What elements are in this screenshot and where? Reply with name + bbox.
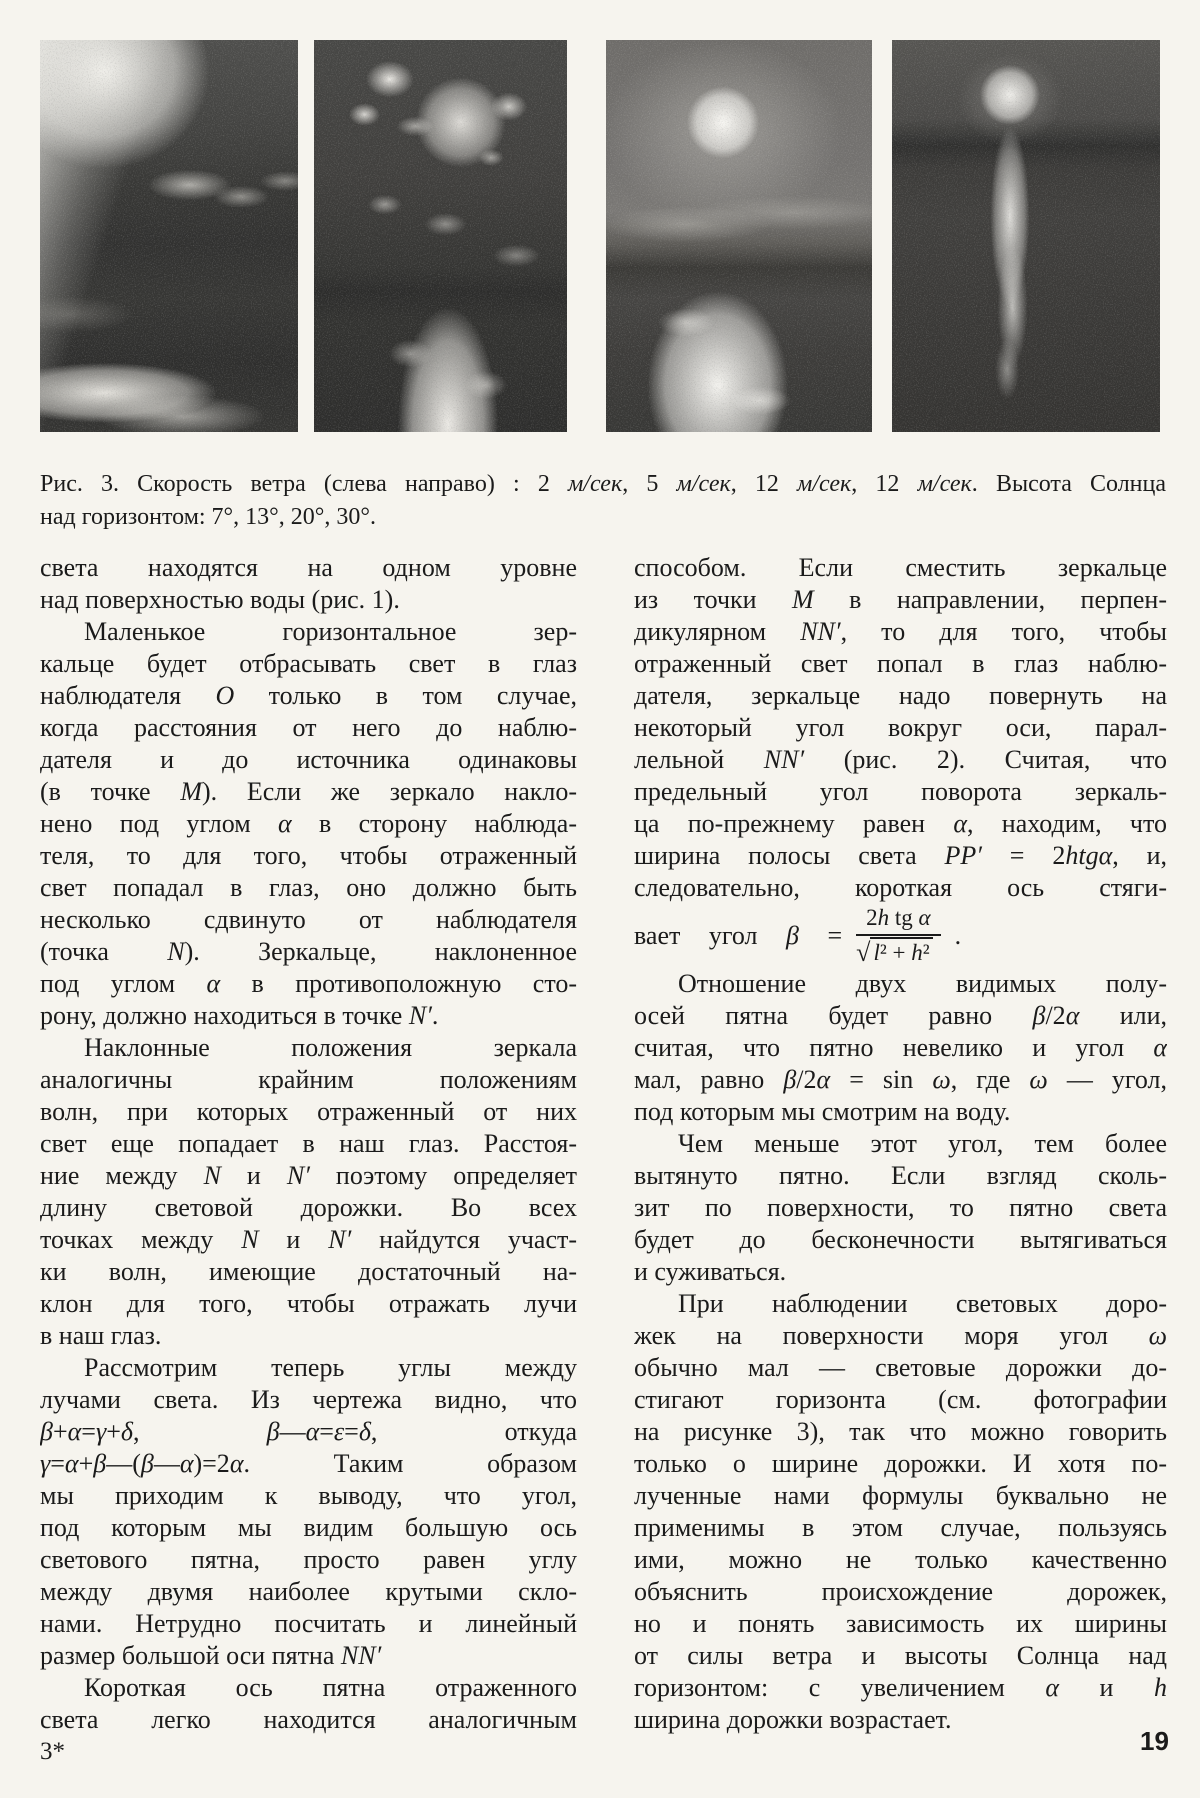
text-line: нено под углом α в сторону наблюда- <box>40 809 577 838</box>
text-line: Чем меньше этот угол, тем более <box>678 1129 1167 1158</box>
text-line: горизонтом: с увеличением α и h <box>634 1673 1167 1702</box>
text-line: на рисунке 3), так что можно говорить <box>634 1417 1167 1446</box>
figure-caption <box>40 468 1166 534</box>
text-column-left <box>40 552 577 1736</box>
fraction: $\frac{\text{2h tg α}}{\text{√ l² + h²}}$ <box>856 904 940 968</box>
text-line: Рассмотрим теперь углы между <box>84 1353 577 1382</box>
text-line: несколько сдвинуто от наблюдателя <box>40 905 577 934</box>
text-line: над поверхностью воды (рис. 1). <box>40 585 400 614</box>
text-line: лельной NN′ (рис. 2). Считая, что <box>634 745 1167 774</box>
text-line: Наклонные положения зеркала <box>84 1033 577 1062</box>
text-line: некоторый угол вокруг оси, парал- <box>634 713 1167 742</box>
text-line: светового пятна, просто равен углу <box>40 1545 577 1574</box>
text-line: (в точке M). Если же зеркало накло- <box>40 777 577 806</box>
text-line: осей пятна будет равно β/2α или, <box>634 1001 1167 1030</box>
text-line: β+α=γ+δ, β—α=ε=δ, откуда <box>40 1417 577 1446</box>
text-line: когда расстояния от него до наблю- <box>40 713 577 742</box>
text-line: мы приходим к выводу, что угол, <box>40 1481 577 1510</box>
text-line: света находятся на одном уровне <box>40 553 577 582</box>
text-line: ширина дорожки возрастает. <box>634 1705 952 1734</box>
formula-line: вает угол β = $\frac{\text{2h tg α}}{\text{√ l² + h²}}$ . <box>634 905 962 967</box>
caption-line: над горизонтом: 7°, 13°, 20°, 30°. <box>40 504 376 530</box>
text-line: следовательно, короткая ось стяги- <box>634 873 1167 902</box>
text-line: мал, равно β/2α = sin ω, где ω — угол, <box>634 1065 1167 1094</box>
section-footnote-mark: 3* <box>40 1738 65 1765</box>
text-line: из точки M в направлении, перпен- <box>634 585 1167 614</box>
text-line: жек на поверхности моря угол ω <box>634 1321 1167 1350</box>
photo-sea-wind-12ms-sun-30deg <box>892 40 1160 432</box>
text-column-right <box>634 552 1167 1736</box>
text-line: ки волн, имеющие достаточный на- <box>40 1257 577 1286</box>
text-line: под которым мы смотрим на воду. <box>634 1097 1011 1126</box>
page-number: 19 <box>1140 1726 1169 1756</box>
text-line: под углом α в противоположную сто- <box>40 969 577 998</box>
text-line: ца по-прежнему равен α, находим, что <box>634 809 1167 838</box>
text-line: рону, должно находиться в точке N′. <box>40 1001 439 1030</box>
text-line: точках между N и N′ найдутся участ- <box>40 1225 577 1254</box>
photo-sea-wind-12ms-sun-20deg <box>606 40 872 432</box>
text-line: будет до бесконечности вытягиваться <box>634 1225 1167 1254</box>
text-line: Отношение двух видимых полу- <box>678 969 1167 998</box>
text-line: нами. Нетрудно посчитать и линейный <box>40 1609 577 1638</box>
text-line: дикулярном NN′, то для того, чтобы <box>634 617 1167 646</box>
text-line: ими, можно не только качественно <box>634 1545 1167 1574</box>
text-line: γ=α+β—(β—α)=2α. Таким образом <box>40 1449 577 1478</box>
text-line: от силы ветра и высоты Солнца над <box>634 1641 1167 1670</box>
text-line: только о ширине дорожки. И хотя по- <box>634 1449 1167 1478</box>
film-grain-overlay <box>606 40 872 432</box>
text-line: ширина полосы света PP′ = 2htgα, и, <box>634 841 1167 870</box>
caption-line: Рис. 3. Скорость ветра (слева направо) : 2 м/сек, 5 м/сек, 12 м/сек, 12 м/сек. Высота Солнца <box>40 471 1166 497</box>
text-line: под которым мы видим большую ось <box>40 1513 577 1542</box>
text-line: объяснить происхождение дорожек, <box>634 1577 1167 1606</box>
text-line: клон для того, чтобы отражать лучи <box>40 1289 577 1318</box>
figure-photos <box>40 40 1160 432</box>
text-line: но и понять зависимость их ширины <box>634 1609 1167 1638</box>
text-line: Короткая ось пятна отраженного <box>84 1673 577 1702</box>
text-line: света легко находится аналогичным <box>40 1705 577 1734</box>
text-line: между двумя наиболее крутыми скло- <box>40 1577 577 1606</box>
text-line: наблюдателя O только в том случае, <box>40 681 577 710</box>
text-line: кальце будет отбрасывать свет в глаз <box>40 649 577 678</box>
text-line: лучами света. Из чертежа видно, что <box>40 1385 577 1414</box>
text-line: зит по поверхности, то пятно света <box>634 1193 1167 1222</box>
film-grain-overlay <box>40 40 298 432</box>
photo-sea-wind-2ms <box>40 40 298 432</box>
text-line: вытянуто пятно. Если взгляд сколь- <box>634 1161 1167 1190</box>
text-line: теля, то для того, чтобы отраженный <box>40 841 577 870</box>
text-line: ние между N и N′ поэтому определяет <box>40 1161 577 1190</box>
text-line: отраженный свет попал в глаз наблю- <box>634 649 1167 678</box>
text-line: (точка N). Зеркальце, наклоненное <box>40 937 577 966</box>
text-line: применимы в этом случае, пользуясь <box>634 1513 1167 1542</box>
text-line: При наблюдении световых доро- <box>678 1289 1167 1318</box>
text-line: длину световой дорожки. Во всех <box>40 1193 577 1222</box>
text-line: в наш глаз. <box>40 1321 162 1350</box>
photo-sea-wind-5ms <box>314 40 567 432</box>
text-line: дателя и до источника одинаковы <box>40 745 577 774</box>
text-line: обычно мал — световые дорожки до- <box>634 1353 1167 1382</box>
film-grain-overlay <box>892 40 1160 432</box>
text-line: аналогичны крайним положениям <box>40 1065 577 1094</box>
text-line: и суживаться. <box>634 1257 787 1286</box>
text-line: стигают горизонта (см. фотографии <box>634 1385 1167 1414</box>
text-line: лученные нами формулы буквально не <box>634 1481 1167 1510</box>
text-line: считая, что пятно невелико и угол α <box>634 1033 1167 1062</box>
text-line: предельный угол поворота зеркаль- <box>634 777 1167 806</box>
text-line: размер большой оси пятна NN′ <box>40 1641 382 1670</box>
text-line: Маленькое горизонтальное зер- <box>84 617 577 646</box>
film-grain-overlay <box>314 40 567 432</box>
text-line: свет еще попадает в наш глаз. Расстоя- <box>40 1129 577 1158</box>
text-line: дателя, зеркальце надо повернуть на <box>634 681 1167 710</box>
radical-sign: √ <box>856 937 871 967</box>
text-line: способом. Если сместить зеркальце <box>634 553 1167 582</box>
text-line: волн, при которых отраженный от них <box>40 1097 577 1126</box>
text-line: свет попадал в глаз, оно должно быть <box>40 873 577 902</box>
